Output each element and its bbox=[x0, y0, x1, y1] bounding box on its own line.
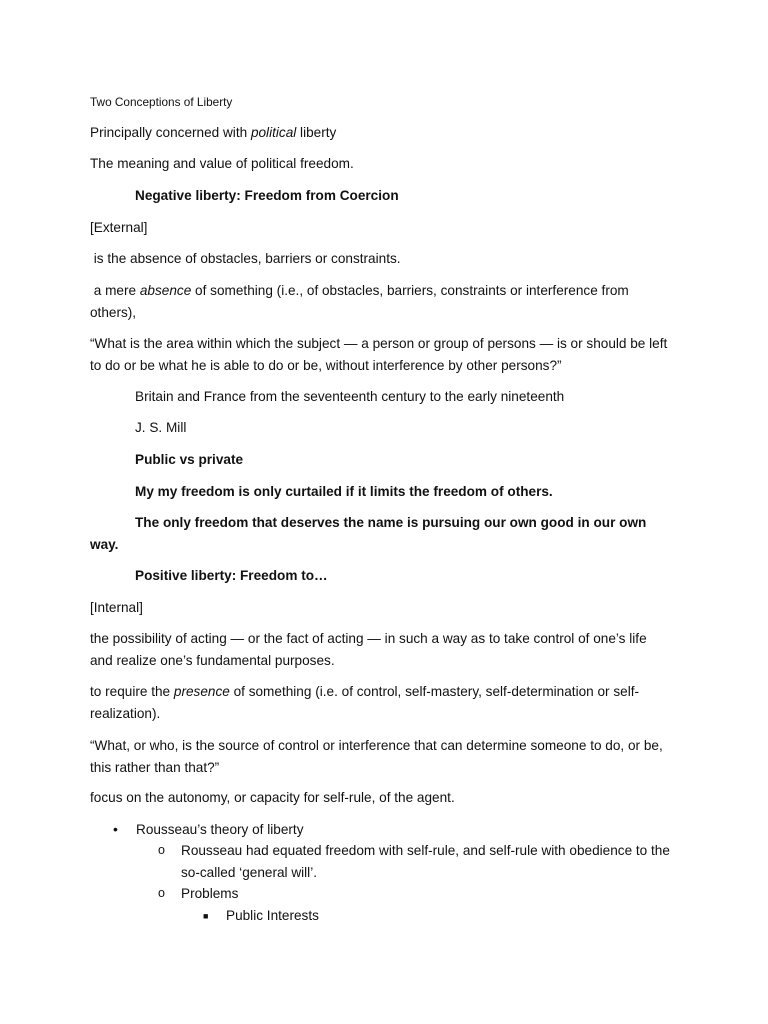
paragraph-political-liberty bbox=[90, 122, 670, 144]
paragraph-autonomy: focus on the autonomy, or capacity for self-rule, of the agent. bbox=[90, 790, 455, 805]
text-segment: of something (i.e., of obstacles, barriers, constraints or interference from others), bbox=[90, 283, 629, 320]
heading-public-private: Public vs private bbox=[135, 452, 244, 467]
list-item-text: Public Interests bbox=[226, 908, 319, 923]
document-title: Two Conceptions of Liberty bbox=[90, 95, 233, 109]
heading-positive-liberty: Positive liberty: Freedom to… bbox=[135, 568, 328, 583]
paragraph-meaning-value: The meaning and value of political freedom. bbox=[90, 156, 354, 171]
paragraph-only-freedom: The only freedom that deserves the name is pursuing our own good in our own way. bbox=[90, 515, 647, 552]
paragraph-mere-absence bbox=[90, 280, 670, 323]
list-item-text: Rousseau had equated freedom with self-rule, and self-rule with obedience to the so-called ‘general will’. bbox=[181, 843, 670, 880]
text-segment: of something (i.e. of control, self-mastery, self-determination or self-realization). bbox=[90, 684, 640, 721]
heading-negative-liberty: Negative liberty: Freedom from Coercion bbox=[135, 188, 399, 203]
bullet-marker: • bbox=[113, 821, 118, 837]
italic-text: presence bbox=[173, 684, 230, 699]
paragraph-quote-positive: “What, or who, is the source of control or interference that can determine someone to do, or be, this rather than that?” bbox=[90, 738, 663, 775]
paragraph-quote-negative: “What is the area within which the subject — a person or group of persons — is or should be left to do or be what he is able to do or be, without interference by other persons?” bbox=[90, 336, 668, 373]
bullet-marker: o bbox=[158, 886, 165, 900]
bullet-marker: o bbox=[158, 843, 165, 857]
text-segment: liberty bbox=[296, 125, 337, 140]
list-item-text: Problems bbox=[181, 886, 239, 901]
paragraph-presence bbox=[90, 681, 670, 724]
paragraph-mill: J. S. Mill bbox=[135, 420, 187, 435]
list-item-text: Rousseau’s theory of liberty bbox=[136, 822, 304, 837]
paragraph-curtailed: My my freedom is only curtailed if it limits the freedom of others. bbox=[135, 484, 553, 499]
italic-text: absence bbox=[139, 283, 192, 298]
text-segment: Principally concerned with bbox=[90, 125, 251, 140]
bullet-marker: ■ bbox=[203, 911, 209, 921]
paragraph-britain-france: Britain and France from the seventeenth century to the early nineteenth bbox=[135, 389, 565, 404]
label-external: [External] bbox=[90, 220, 148, 235]
italic-text: political bbox=[250, 125, 297, 140]
paragraph-absence: is the absence of obstacles, barriers or constraints. bbox=[90, 251, 401, 266]
text-segment: a mere bbox=[90, 283, 140, 298]
paragraph-possibility: the possibility of acting — or the fact of acting — in such a way as to take control of one’s life and realize one’s fundamental purposes. bbox=[90, 631, 647, 668]
text-segment: to require the bbox=[90, 684, 174, 699]
label-internal: [Internal] bbox=[90, 600, 143, 615]
